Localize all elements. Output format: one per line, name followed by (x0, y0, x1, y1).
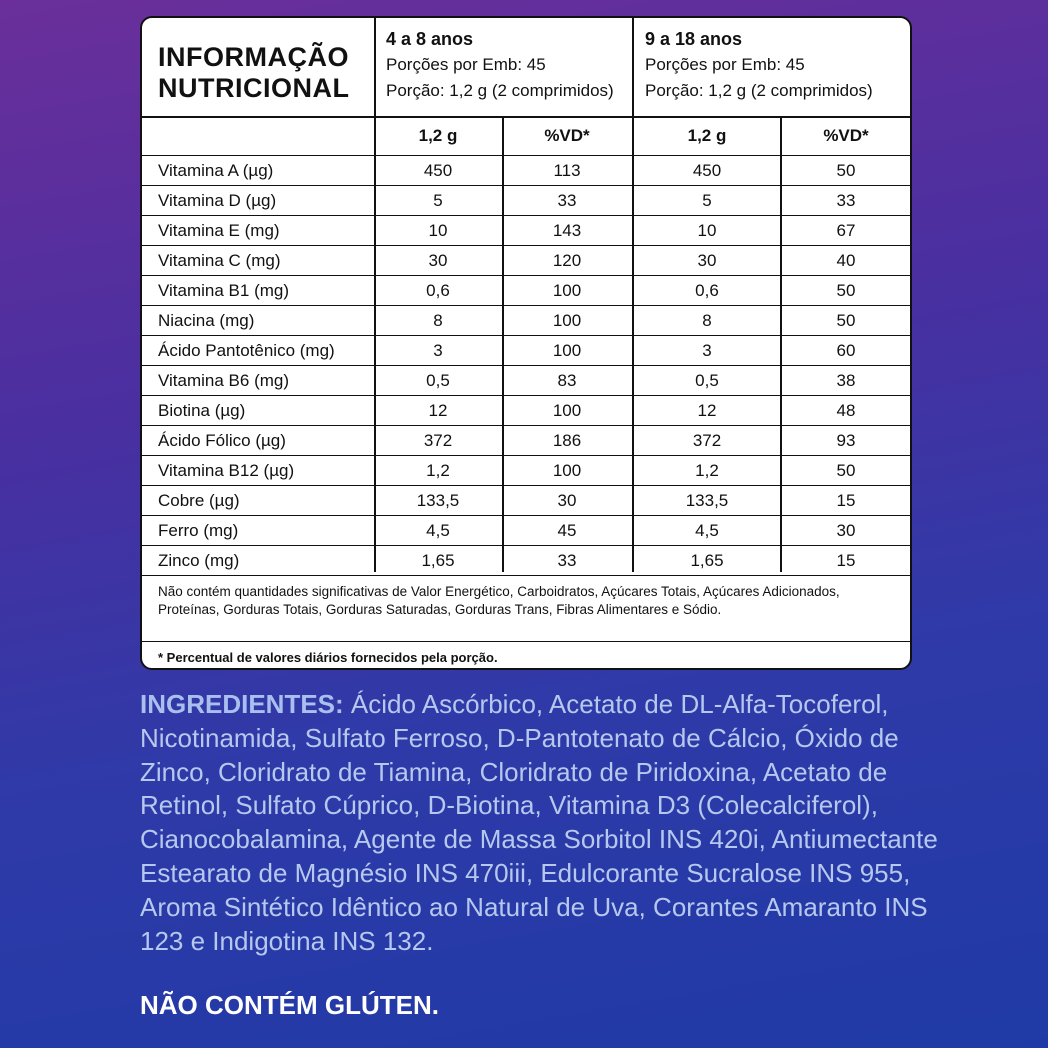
nutrient-name: Vitamina E (mg) (158, 220, 280, 240)
table-row (142, 366, 910, 396)
amount-cell: 0,5 (426, 370, 450, 390)
amount-cell: 3 (433, 340, 443, 360)
amount-cell: 12 (428, 400, 448, 420)
vd-cell: 50 (836, 310, 856, 330)
vd-cell: 93 (836, 430, 856, 450)
group-servings: Porções por Emb: 45 (386, 55, 546, 74)
amount-cell: 1,65 (690, 550, 724, 570)
table-row (142, 186, 910, 216)
vd-cell: 100 (552, 340, 582, 360)
col-amount-1: 1,2 g (418, 125, 458, 145)
vd-cell: 50 (836, 460, 856, 480)
vd-cell: 38 (836, 370, 856, 390)
vd-cell: 67 (836, 220, 856, 240)
nutrient-name: Biotina (µg) (158, 400, 246, 420)
amount-cell: 0,6 (695, 280, 719, 300)
table-row (142, 276, 910, 306)
amount-cell: 450 (692, 160, 722, 180)
amount-cell: 30 (428, 250, 448, 270)
amount-cell: 8 (433, 310, 443, 330)
vd-cell: 50 (836, 160, 856, 180)
nutrition-table (140, 16, 912, 670)
nutrient-name: Zinco (mg) (158, 550, 240, 570)
vd-cell: 48 (836, 400, 856, 420)
amount-cell: 0,5 (695, 370, 719, 390)
divider-group1 (502, 116, 504, 572)
table-row (142, 426, 910, 456)
nutrient-name: Vitamina B1 (mg) (158, 280, 290, 300)
nutrient-name: Vitamina A (µg) (158, 160, 274, 180)
nutrient-name: Ferro (mg) (158, 520, 239, 540)
table-row (142, 486, 910, 516)
title-line-1: INFORMAÇÃO (158, 42, 349, 72)
vd-cell: 45 (557, 520, 577, 540)
amount-cell: 450 (423, 160, 453, 180)
amount-cell: 4,5 (426, 520, 450, 540)
table-row (142, 396, 910, 426)
amount-cell: 3 (702, 340, 712, 360)
table-note: Não contém quantidades significativas de Valor Energético, Carboidratos, Açúcares Totais, Açúcares Adicionados, Proteínas, Gorduras Totais, Gorduras Saturadas, Gorduras Trans, Fibras Alimentares e Sódio. (158, 584, 840, 617)
amount-cell: 10 (697, 220, 717, 240)
amount-cell: 5 (702, 190, 712, 210)
table-row (142, 246, 910, 276)
table-header (142, 18, 910, 118)
vd-cell: 15 (836, 490, 856, 510)
amount-cell: 12 (697, 400, 717, 420)
nutrient-name: Vitamina B12 (µg) (158, 460, 295, 480)
vd-cell: 113 (553, 160, 581, 180)
vd-cell: 120 (552, 250, 582, 270)
gluten-free-notice: NÃO CONTÉM GLÚTEN. (140, 990, 439, 1020)
table-footnote: * Percentual de valores diários fornecidos pela porção. (158, 650, 498, 665)
amount-cell: 0,6 (426, 280, 450, 300)
vd-cell: 50 (836, 280, 856, 300)
group-portion: Porção: 1,2 g (2 comprimidos) (645, 81, 873, 100)
amount-cell: 8 (702, 310, 712, 330)
vd-cell: 83 (557, 370, 577, 390)
table-row (142, 516, 910, 546)
nutrient-name: Vitamina D (µg) (158, 190, 277, 210)
group-header-4-8 (386, 26, 614, 104)
table-row (142, 306, 910, 336)
ingredients-label: INGREDIENTES: (140, 689, 344, 719)
nutrient-name: Niacina (mg) (158, 310, 255, 330)
group-servings: Porções por Emb: 45 (645, 55, 805, 74)
amount-cell: 1,2 (695, 460, 719, 480)
amount-cell: 1,65 (421, 550, 455, 570)
title-line-2: NUTRICIONAL (158, 73, 350, 103)
vd-cell: 143 (552, 220, 582, 240)
vd-cell: 40 (836, 250, 856, 270)
vd-cell: 100 (552, 310, 582, 330)
vd-cell: 33 (836, 190, 856, 210)
ingredients-paragraph (140, 688, 940, 958)
nutrient-name: Ácido Fólico (µg) (158, 430, 286, 450)
amount-cell: 133,5 (416, 490, 460, 510)
divider-groups (632, 18, 634, 572)
vd-cell: 100 (552, 400, 582, 420)
vd-cell: 186 (552, 430, 582, 450)
nutrient-name: Cobre (µg) (158, 490, 240, 510)
amount-cell: 372 (692, 430, 722, 450)
amount-cell: 372 (423, 430, 453, 450)
amount-cell: 1,2 (426, 460, 450, 480)
vd-cell: 30 (836, 520, 856, 540)
table-row (142, 156, 910, 186)
divider-group2 (780, 116, 782, 572)
nutrient-name: Ácido Pantotênico (mg) (158, 340, 335, 360)
vd-cell: 33 (557, 190, 577, 210)
vd-cell: 100 (552, 280, 582, 300)
group-age: 9 a 18 anos (645, 29, 743, 49)
vd-cell: 60 (836, 340, 856, 360)
table-row (142, 336, 910, 366)
group-age: 4 a 8 anos (386, 29, 474, 49)
group-header-9-18 (645, 26, 873, 104)
table-row (142, 456, 910, 486)
table-title (158, 42, 349, 104)
col-amount-2: 1,2 g (687, 125, 727, 145)
vd-cell: 15 (836, 550, 856, 570)
column-header-row (142, 116, 910, 156)
col-vd-2: %VD* (823, 125, 869, 145)
nutrient-name: Vitamina B6 (mg) (158, 370, 290, 390)
vd-cell: 30 (557, 490, 577, 510)
col-vd-1: %VD* (544, 125, 590, 145)
nutrient-name: Vitamina C (mg) (158, 250, 281, 270)
amount-cell: 30 (697, 250, 717, 270)
amount-cell: 10 (428, 220, 448, 240)
ingredients-text: Ácido Ascórbico, Acetato de DL-Alfa-Tocoferol, Nicotinamida, Sulfato Ferroso, D-Pantotenato de Cálcio, Óxido de Zinco, Cloridrato de Tiamina, Cloridrato de Piridoxina, Acetato de Retinol, Sulfato Cúprico, D-Biotina, Vitamina D3 (Colecalciferol), Cianocobalamina, Agente de Massa Sorbitol INS 420i, Antiumectante Estearato de Magnésio INS 470iii, Edulcorante Sucralose INS 955, Aroma Sintético Idêntico ao Natural de Uva, Corantes Amaranto INS 123 e Indigotina INS 132. (140, 689, 938, 956)
amount-cell: 5 (433, 190, 443, 210)
amount-cell: 4,5 (695, 520, 719, 540)
vd-cell: 100 (552, 460, 582, 480)
divider-name (374, 18, 376, 572)
table-row (142, 216, 910, 246)
group-portion: Porção: 1,2 g (2 comprimidos) (386, 81, 614, 100)
amount-cell: 133,5 (685, 490, 729, 510)
vd-cell: 33 (557, 550, 577, 570)
